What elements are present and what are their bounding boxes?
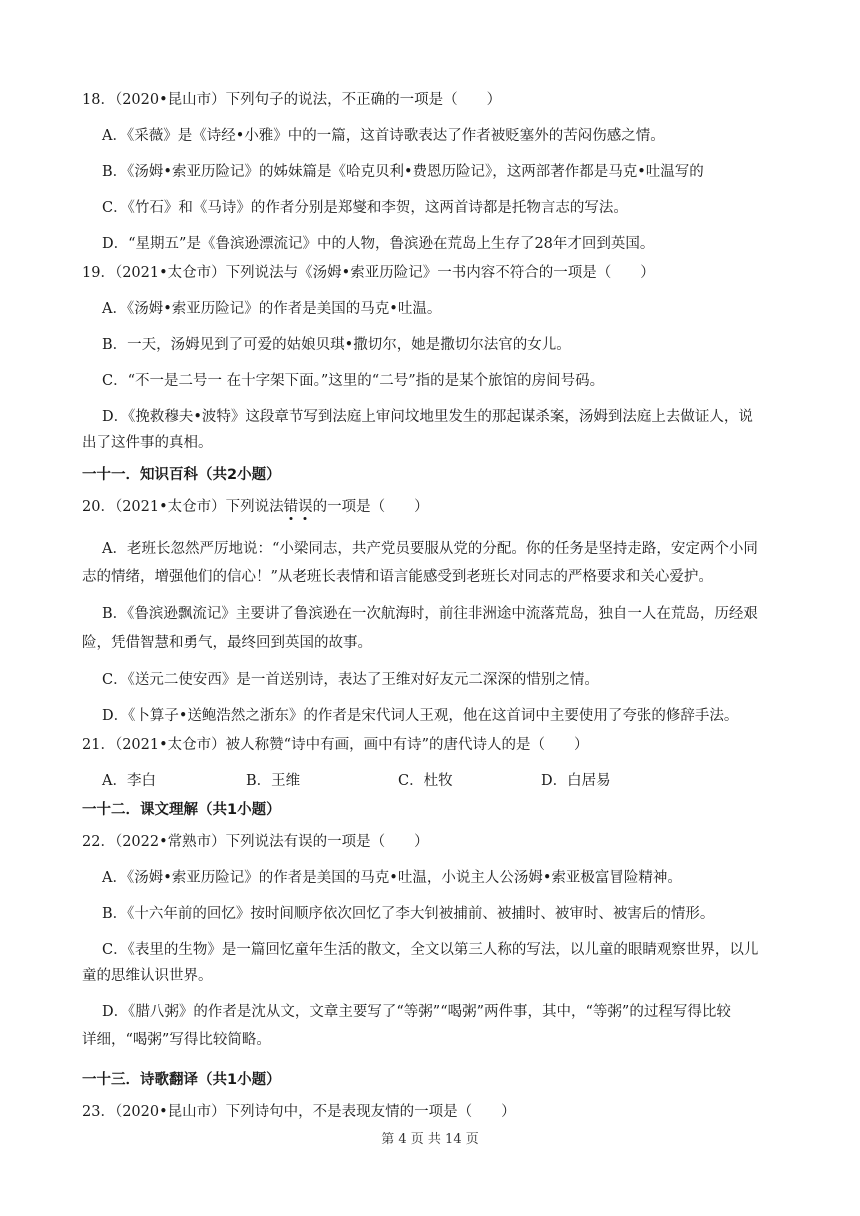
question-20-option-a: A．老班长忽然严厉地说：“小梁同志，共产党员要服从党的分配。你的任务是坚持走路，安定两个小同 [102, 541, 758, 557]
question-19-option-d-cont: 出了这件事的真相。 [82, 435, 213, 451]
question-21-options [102, 771, 802, 791]
question-19-option-b: B．一天，汤姆见到了可爱的姑娘贝琪•撒切尔，她是撒切尔法官的女儿。 [102, 337, 571, 353]
question-22-option-d-cont: 详细，“喝粥”写得比较简略。 [82, 1032, 271, 1048]
question-21-option-d: D．白居易 [541, 773, 611, 789]
question-21-option-c: C．杜牧 [398, 773, 453, 789]
question-20-option-d: D．《卜算子•送鲍浩然之浙东》的作者是宋代词人王观，他在这首词中主要使用了夸张的修辞手法。 [102, 708, 739, 724]
question-22-option-a: A．《汤姆•索亚历险记》的作者是美国的马克•吐温，小说主人公汤姆•索亚极富冒险精神。 [102, 870, 682, 886]
question-20-option-b-cont: 险，凭借智慧和勇气，最终回到英国的故事。 [82, 635, 372, 651]
question-20-stem-pre: 20．（2021•太仓市）下列说法 [82, 499, 284, 515]
question-22-option-d: D．《腊八粥》的作者是沈从文，文章主要写了“等粥”“喝粥”两件事，其中，“等粥”的过程写得比较 [102, 1004, 731, 1020]
question-19-option-d: D．《挽救穆夫•波特》这段章节写到法庭上审问坟地里发生的那起谋杀案，汤姆到法庭上去做证人，说 [102, 409, 753, 425]
question-18-option-a: A．《采薇》是《诗经•小雅》中的一篇，这首诗歌表达了作者被贬塞外的苦闷伤感之情。 [102, 128, 665, 144]
question-22-option-c-cont: 童的思维认识世界。 [82, 968, 213, 984]
question-18-stem: 18．（2020•昆山市）下列句子的说法，不正确的一项是（ ） [82, 92, 502, 108]
question-21-option-a: A．李白 [102, 773, 156, 789]
section-heading-13: 一十三．诗歌翻译（共1小题） [82, 1072, 281, 1088]
section-heading-11: 一十一．知识百科（共2小题） [82, 467, 281, 483]
question-20-option-a-cont: 志的情绪，增强他们的信心！”从老班长表情和语言能感受到老班长对同志的严格要求和关心爱护。 [82, 569, 713, 585]
page-footer: 第 4 页 共 14 页 [381, 1132, 479, 1147]
question-18-option-b: B．《汤姆•索亚历险记》的姊妹篇是《哈克贝利•费恩历险记》，这两部著作都是马克•吐温写的 [102, 164, 704, 180]
question-22-stem: 22．（2022•常熟市）下列说法有误的一项是（ ） [82, 834, 429, 850]
question-19-option-a: A．《汤姆•索亚历险记》的作者是美国的马克•吐温。 [102, 301, 442, 317]
question-22-option-c: C．《表里的生物》是一篇回忆童年生活的散文，全文以第三人称的写法，以儿童的眼睛观察世界，以儿 [102, 942, 759, 958]
section-heading-12: 一十二．课文理解（共1小题） [82, 802, 281, 818]
question-21-stem: 21．（2021•太仓市）被人称赞“诗中有画，画中有诗”的唐代诗人的是（ ） [82, 737, 589, 753]
emphasis-char: 误 [298, 499, 313, 515]
question-20-stem-post: 的一项是（ ） [312, 499, 429, 515]
question-20-option-b: B．《鲁滨逊飘流记》主要讲了鲁滨逊在一次航海时，前往非洲途中流落荒岛，独自一人在荒岛，历经艰 [102, 606, 758, 622]
emphasis-char: 错 [283, 499, 299, 515]
question-22-option-b: B．《十六年前的回忆》按时间顺序依次回忆了李大钊被捕前、被捕时、被审时、被害后的情形。 [102, 906, 715, 922]
question-20-option-c: C．《送元二使安西》是一首送别诗，表达了王维对好友元二深深的惜别之情。 [102, 672, 599, 688]
question-21-option-b: B．王维 [246, 773, 301, 789]
question-19-option-c: C．“不一是二号一 在十字架下面。”这里的“二号”指的是某个旅馆的房间号码。 [102, 373, 605, 389]
question-23-stem: 23．（2020•昆山市）下列诗句中，不是表现友情的一项是（ ） [82, 1104, 516, 1120]
question-18-option-c: C．《竹石》和《马诗》的作者分别是郑燮和李贺，这两首诗都是托物言志的写法。 [102, 200, 628, 216]
question-19-stem: 19．（2021•太仓市）下列说法与《汤姆•索亚历险记》一书内容不符合的一项是（ ） [82, 265, 655, 281]
question-18-option-d: D．“星期五”是《鲁滨逊漂流记》中的人物，鲁滨逊在荒岛上生存了28年才回到英国。 [102, 236, 655, 252]
question-20-stem [82, 497, 429, 517]
